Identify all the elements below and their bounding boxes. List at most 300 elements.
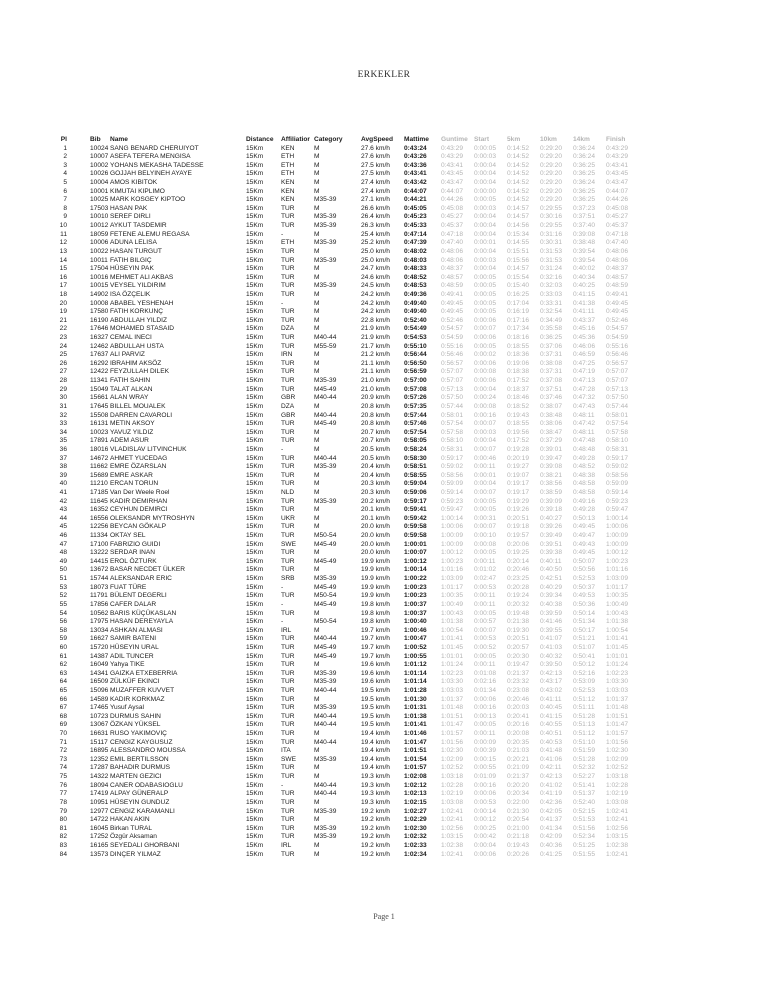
cell-pl: 48 <box>59 549 67 557</box>
cell-distance: 15Km <box>246 566 264 574</box>
cell-name: VEYSEL YILDIRIM <box>110 282 166 290</box>
cell-bib: 15096 <box>90 687 109 694</box>
cell-5km: 0:19:29 <box>507 497 529 505</box>
cell-name: AMOS KIBITOK <box>110 179 158 187</box>
table-row <box>57 842 657 851</box>
cell-avgspeed: 21.7 km/h <box>361 342 390 350</box>
cell-10km: 0:29:55 <box>540 204 562 212</box>
cell-affiliation: TUR <box>281 222 295 230</box>
cell-5km: 0:19:28 <box>507 445 529 453</box>
cell-14km: 0:52:15 <box>573 807 595 815</box>
cell-pl: 54 <box>59 609 67 617</box>
cell-start: 0:02:16 <box>474 678 496 686</box>
cell-start: 0:00:55 <box>474 764 496 772</box>
cell-pl: 78 <box>59 798 67 806</box>
cell-name: EMRE ASKAR <box>110 471 153 479</box>
table-row <box>57 205 657 214</box>
cell-start: 0:00:07 <box>474 445 496 453</box>
table-header-row <box>57 136 657 145</box>
cell-name: SEYEDALI GHORBANI <box>110 841 180 849</box>
cell-finish: 0:47:40 <box>606 239 628 247</box>
table-row <box>57 790 657 799</box>
cell-name: Van Der Weele Roel <box>110 488 170 496</box>
cell-name: HASAN TURGUT <box>110 247 162 255</box>
cell-14km: 0:51:34 <box>573 618 595 626</box>
cell-guntime: 0:58:56 <box>441 471 463 479</box>
cell-10km: 0:41:46 <box>540 618 562 626</box>
cell-avgspeed: 19.6 km/h <box>361 661 390 669</box>
cell-guntime: 1:03:15 <box>441 833 463 841</box>
cell-affiliation: TUR <box>281 385 295 393</box>
cell-distance: 15Km <box>246 247 264 255</box>
cell-name: CANER ODABASIOGLU <box>110 781 183 789</box>
cell-14km: 0:52:40 <box>573 798 595 806</box>
cell-finish: 1:01:56 <box>606 738 628 746</box>
cell-mattime: 0:43:42 <box>404 179 427 187</box>
cell-10km: 0:30:31 <box>540 239 562 247</box>
cell-name: CEYHUN DEMIRCI <box>110 506 168 514</box>
cell-finish: 0:57:54 <box>606 420 628 428</box>
table-row <box>57 773 657 782</box>
cell-affiliation: TUR <box>281 282 295 290</box>
cell-5km: 0:19:24 <box>507 592 529 600</box>
cell-affiliation: TUR <box>281 256 295 264</box>
cell-avgspeed: 19.8 km/h <box>361 600 390 608</box>
cell-avgspeed: 19.9 km/h <box>361 592 390 600</box>
cell-category: M <box>314 764 320 772</box>
cell-14km: 0:51:13 <box>573 721 595 729</box>
cell-bib: 17252 <box>90 833 109 841</box>
cell-finish: 1:01:57 <box>606 730 628 738</box>
cell-avgspeed: 22.8 km/h <box>361 316 390 324</box>
header-5km: 5km <box>507 136 521 143</box>
cell-affiliation: NLD <box>281 488 295 496</box>
cell-start: 0:01:02 <box>474 566 496 574</box>
cell-affiliation: TUR <box>281 290 295 298</box>
cell-name: Birkan TURAL <box>110 824 153 832</box>
cell-finish: 1:02:56 <box>606 824 628 832</box>
cell-name: ERCAN TORUN <box>110 480 159 488</box>
cell-14km: 0:46:06 <box>573 342 595 350</box>
cell-affiliation: KEN <box>281 187 295 195</box>
table-row <box>57 523 657 532</box>
cell-14km: 0:49:53 <box>573 592 595 600</box>
cell-finish: 0:59:17 <box>606 454 628 462</box>
cell-5km: 0:20:35 <box>507 738 529 746</box>
cell-avgspeed: 19.9 km/h <box>361 566 390 574</box>
cell-distance: 15Km <box>246 153 264 161</box>
cell-finish: 0:48:37 <box>606 265 628 273</box>
cell-bib: 10951 <box>90 798 109 806</box>
cell-avgspeed: 21.1 km/h <box>361 359 390 367</box>
cell-pl: 10 <box>59 222 67 230</box>
cell-guntime: 0:48:37 <box>441 265 463 273</box>
table-row <box>57 274 657 283</box>
cell-avgspeed: 20.2 km/h <box>361 497 390 505</box>
cell-14km: 0:37:40 <box>573 222 595 230</box>
cell-start: 0:00:53 <box>474 798 496 806</box>
cell-distance: 15Km <box>246 273 264 281</box>
cell-pl: 66 <box>59 695 67 703</box>
cell-guntime: 1:00:54 <box>441 626 463 634</box>
results-table-body <box>57 145 657 860</box>
cell-14km: 0:47:13 <box>573 377 595 385</box>
cell-bib: 10001 <box>90 187 109 195</box>
table-row <box>57 394 657 403</box>
cell-name: SERDAR INAN <box>110 549 156 557</box>
cell-affiliation: ETH <box>281 239 295 247</box>
table-row <box>57 213 657 222</box>
cell-start: 0:00:07 <box>474 626 496 634</box>
cell-avgspeed: 19.9 km/h <box>361 557 390 565</box>
cell-mattime: 0:57:54 <box>404 428 427 436</box>
cell-affiliation: TUR <box>281 316 295 324</box>
cell-mattime: 1:01:14 <box>404 669 427 677</box>
cell-start: 0:00:05 <box>474 506 496 514</box>
cell-affiliation: - <box>281 230 284 238</box>
cell-avgspeed: 20.7 km/h <box>361 428 390 436</box>
cell-finish: 0:45:08 <box>606 204 628 212</box>
cell-finish: 1:00:54 <box>606 626 628 634</box>
cell-start: 0:00:04 <box>474 179 496 187</box>
cell-5km: 0:19:43 <box>507 411 529 419</box>
cell-5km: 0:19:17 <box>507 488 529 496</box>
cell-finish: 0:56:57 <box>606 359 628 367</box>
cell-name: Yahya TIKE <box>110 661 145 669</box>
cell-avgspeed: 20.8 km/h <box>361 411 390 419</box>
cell-distance: 15Km <box>246 712 264 720</box>
cell-affiliation: DZA <box>281 325 295 333</box>
cell-5km: 0:14:52 <box>507 161 529 169</box>
cell-mattime: 1:00:55 <box>404 652 427 660</box>
cell-10km: 0:29:20 <box>540 170 562 178</box>
cell-guntime: 0:43:47 <box>441 179 463 187</box>
cell-category: M55-59 <box>314 342 337 350</box>
cell-14km: 0:49:16 <box>573 497 595 505</box>
cell-category: M <box>314 488 320 496</box>
cell-10km: 0:39:26 <box>540 523 562 531</box>
table-row <box>57 463 657 472</box>
cell-name: AYKUT TASDEMIR <box>110 222 167 230</box>
cell-mattime: 0:47:39 <box>404 239 427 247</box>
cell-bib: 12422 <box>90 368 109 376</box>
cell-finish: 1:02:41 <box>606 850 628 858</box>
cell-avgspeed: 19.4 km/h <box>361 747 390 755</box>
cell-category: M <box>314 273 320 281</box>
cell-distance: 15Km <box>246 540 264 548</box>
cell-finish: 0:58:01 <box>606 411 628 419</box>
cell-guntime: 1:00:43 <box>441 609 463 617</box>
cell-start: 0:00:04 <box>474 841 496 849</box>
cell-14km: 0:48:58 <box>573 488 595 496</box>
cell-affiliation: TUR <box>281 592 295 600</box>
cell-bib: 17646 <box>90 325 109 333</box>
cell-5km: 0:21:00 <box>507 824 529 832</box>
cell-finish: 1:02:09 <box>606 755 628 763</box>
cell-guntime: 1:02:52 <box>441 764 463 772</box>
cell-category: M35-39 <box>314 669 337 677</box>
cell-start: 0:00:11 <box>474 592 496 600</box>
cell-guntime: 0:45:08 <box>441 204 463 212</box>
table-row <box>57 196 657 205</box>
cell-bib: 15117 <box>90 738 108 746</box>
cell-distance: 15Km <box>246 618 264 626</box>
cell-mattime: 1:00:40 <box>404 618 427 626</box>
cell-affiliation: KEN <box>281 196 295 204</box>
cell-category: M <box>314 798 320 806</box>
cell-affiliation: SWE <box>281 540 297 548</box>
cell-pl: 84 <box>59 850 67 858</box>
cell-start: 0:00:05 <box>474 144 496 152</box>
table-row <box>57 386 657 395</box>
cell-10km: 0:38:07 <box>540 402 562 410</box>
cell-mattime: 1:01:47 <box>404 738 427 746</box>
cell-guntime: 0:44:07 <box>441 187 463 195</box>
cell-bib: 17287 <box>90 764 109 772</box>
cell-affiliation: TUR <box>281 652 295 660</box>
cell-start: 0:00:46 <box>474 454 496 462</box>
cell-14km: 0:39:08 <box>573 230 595 238</box>
cell-category: M <box>314 626 320 634</box>
cell-distance: 15Km <box>246 351 264 359</box>
cell-10km: 0:40:38 <box>540 600 562 608</box>
cell-finish: 1:00:09 <box>606 532 628 540</box>
cell-name: HÜSEYIN PAK <box>110 265 154 273</box>
cell-avgspeed: 20.4 km/h <box>361 463 390 471</box>
table-row <box>57 265 657 274</box>
cell-distance: 15Km <box>246 557 264 565</box>
cell-pl: 22 <box>59 325 67 333</box>
cell-avgspeed: 20.0 km/h <box>361 532 390 540</box>
cell-5km: 0:19:07 <box>507 471 529 479</box>
cell-bib: 13222 <box>90 549 109 557</box>
cell-pl: 45 <box>59 523 67 531</box>
cell-distance: 15Km <box>246 635 264 643</box>
cell-avgspeed: 19.7 km/h <box>361 652 390 660</box>
header-distance: Distance <box>246 136 274 143</box>
cell-start: 0:00:06 <box>474 334 496 342</box>
cell-start: 0:00:25 <box>474 824 496 832</box>
cell-5km: 0:19:26 <box>507 506 529 514</box>
cell-pl: 68 <box>59 712 67 720</box>
cell-bib: 15720 <box>90 643 109 651</box>
cell-5km: 0:20:28 <box>507 583 529 591</box>
cell-name: YOHANS MEKASHA TADESSE <box>110 161 204 169</box>
table-row <box>57 446 657 455</box>
cell-guntime: 1:03:09 <box>441 575 463 583</box>
cell-5km: 0:20:51 <box>507 635 529 643</box>
cell-guntime: 0:59:02 <box>441 463 463 471</box>
cell-distance: 15Km <box>246 669 264 677</box>
cell-distance: 15Km <box>246 187 264 195</box>
cell-distance: 15Km <box>246 213 264 221</box>
table-row <box>57 764 657 773</box>
cell-5km: 0:21:30 <box>507 807 529 815</box>
cell-distance: 15Km <box>246 652 264 660</box>
cell-finish: 1:00:14 <box>606 514 628 522</box>
cell-distance: 15Km <box>246 816 264 824</box>
cell-guntime: 0:57:54 <box>441 420 463 428</box>
cell-name: METIN AKSOY <box>110 420 155 428</box>
cell-10km: 0:41:02 <box>540 781 562 789</box>
cell-avgspeed: 20.3 km/h <box>361 488 390 496</box>
cell-start: 0:00:09 <box>474 738 496 746</box>
cell-start: 0:00:04 <box>474 213 496 221</box>
cell-finish: 1:02:28 <box>606 781 628 789</box>
table-row <box>57 412 657 421</box>
cell-finish: 1:01:38 <box>606 618 628 626</box>
cell-bib: 18073 <box>90 583 109 591</box>
cell-category: M <box>314 695 320 703</box>
cell-pl: 13 <box>59 247 67 255</box>
cell-guntime: 1:00:49 <box>441 600 463 608</box>
cell-name: BILLEL MOUALEK <box>110 402 166 410</box>
cell-start: 0:00:05 <box>474 308 496 316</box>
table-row <box>57 308 657 317</box>
cell-10km: 0:37:51 <box>540 385 562 393</box>
cell-finish: 0:49:41 <box>606 290 628 298</box>
cell-pl: 67 <box>59 704 67 712</box>
cell-avgspeed: 27.1 km/h <box>361 196 390 204</box>
cell-distance: 15Km <box>246 764 264 772</box>
cell-14km: 0:52:53 <box>573 687 595 694</box>
cell-avgspeed: 20.1 km/h <box>361 514 390 522</box>
cell-category: M <box>314 299 320 307</box>
cell-pl: 42 <box>59 497 67 505</box>
cell-category: M35-39 <box>314 282 337 290</box>
cell-mattime: 0:56:59 <box>404 368 427 376</box>
cell-mattime: 0:45:23 <box>404 213 427 221</box>
cell-affiliation: TUR <box>281 463 295 471</box>
cell-category: M40-44 <box>314 454 337 462</box>
cell-guntime: 1:02:30 <box>441 747 463 755</box>
cell-guntime: 0:57:44 <box>441 402 463 410</box>
cell-5km: 0:19:18 <box>507 523 529 531</box>
cell-distance: 15Km <box>246 687 264 694</box>
cell-14km: 0:51:37 <box>573 790 595 798</box>
cell-14km: 0:47:43 <box>573 402 595 410</box>
cell-category: M45-49 <box>314 385 337 393</box>
cell-bib: 10025 <box>90 196 109 204</box>
cell-bib: 12256 <box>90 523 109 531</box>
cell-start: 0:00:04 <box>474 222 496 230</box>
cell-start: 0:00:06 <box>474 790 496 798</box>
cell-affiliation: IRL <box>281 626 292 634</box>
cell-affiliation: ETH <box>281 161 295 169</box>
cell-pl: 35 <box>59 437 67 445</box>
cell-avgspeed: 21.0 km/h <box>361 385 390 393</box>
cell-mattime: 0:57:35 <box>404 402 427 410</box>
cell-14km: 0:51:53 <box>573 816 595 824</box>
table-row <box>57 833 657 842</box>
cell-14km: 0:49:47 <box>573 532 595 540</box>
cell-5km: 0:20:54 <box>507 816 529 824</box>
cell-14km: 0:51:12 <box>573 730 595 738</box>
cell-5km: 0:19:56 <box>507 428 529 436</box>
cell-avgspeed: 21.9 km/h <box>361 334 390 342</box>
cell-guntime: 0:58:10 <box>441 437 463 445</box>
cell-guntime: 0:48:06 <box>441 247 463 255</box>
table-row <box>57 420 657 429</box>
cell-distance: 15Km <box>246 316 264 324</box>
cell-guntime: 1:01:41 <box>441 635 463 643</box>
cell-avgspeed: 19.9 km/h <box>361 583 390 591</box>
cell-guntime: 1:01:17 <box>441 583 463 591</box>
cell-pl: 70 <box>59 730 67 738</box>
cell-category: M45-49 <box>314 652 337 660</box>
cell-14km: 0:50:14 <box>573 609 595 617</box>
cell-affiliation: TUR <box>281 532 295 540</box>
cell-avgspeed: 19.9 km/h <box>361 575 390 583</box>
cell-pl: 28 <box>59 377 67 385</box>
cell-5km: 0:15:51 <box>507 247 529 255</box>
table-row <box>57 592 657 601</box>
cell-finish: 1:02:41 <box>606 816 628 824</box>
header-affiliation: Affiliatior <box>281 136 310 143</box>
cell-10km: 0:39:55 <box>540 626 562 634</box>
cell-10km: 0:29:20 <box>540 187 562 195</box>
table-row <box>57 498 657 507</box>
cell-start: 0:00:31 <box>474 514 496 522</box>
cell-start: 0:00:11 <box>474 730 496 738</box>
cell-pl: 61 <box>59 652 67 660</box>
cell-mattime: 1:00:52 <box>404 643 427 651</box>
cell-pl: 24 <box>59 342 67 350</box>
cell-avgspeed: 19.3 km/h <box>361 790 390 798</box>
cell-mattime: 0:58:05 <box>404 437 427 445</box>
cell-distance: 15Km <box>246 773 264 781</box>
cell-affiliation: KEN <box>281 179 295 187</box>
cell-pl: 80 <box>59 816 67 824</box>
cell-finish: 0:56:46 <box>606 351 628 359</box>
cell-distance: 15Km <box>246 721 264 729</box>
cell-name: ADEM ASUR <box>110 437 149 445</box>
cell-start: 0:00:42 <box>474 833 496 841</box>
table-row <box>57 721 657 730</box>
cell-start: 0:00:04 <box>474 170 496 178</box>
cell-5km: 0:21:09 <box>507 764 529 772</box>
cell-affiliation: TUR <box>281 721 295 729</box>
cell-finish: 1:01:37 <box>606 695 628 703</box>
cell-bib: 16190 <box>90 316 109 324</box>
cell-start: 0:00:12 <box>474 816 496 824</box>
cell-5km: 0:20:08 <box>507 730 529 738</box>
cell-guntime: 0:55:16 <box>441 342 463 350</box>
cell-affiliation: KEN <box>281 144 295 152</box>
cell-name: ALPAY GÜNERALP <box>110 790 169 798</box>
cell-14km: 0:47:48 <box>573 437 595 445</box>
cell-bib: 15508 <box>90 411 109 419</box>
cell-mattime: 0:43:26 <box>404 153 427 161</box>
cell-avgspeed: 19.3 km/h <box>361 798 390 806</box>
cell-finish: 0:48:06 <box>606 256 628 264</box>
cell-avgspeed: 19.3 km/h <box>361 773 390 781</box>
cell-guntime: 0:59:14 <box>441 488 463 496</box>
cell-category: M <box>314 351 320 359</box>
cell-10km: 0:40:29 <box>540 583 562 591</box>
cell-name: CENGIZ KARAMANLI <box>110 807 175 815</box>
cell-bib: 13573 <box>90 850 109 858</box>
cell-mattime: 0:57:26 <box>404 394 427 402</box>
cell-5km: 0:18:38 <box>507 368 529 376</box>
cell-5km: 0:19:30 <box>507 626 529 634</box>
cell-pl: 65 <box>59 687 67 694</box>
cell-finish: 0:57:07 <box>606 368 628 376</box>
cell-name: ALESSANDRO MOUSSA <box>110 747 186 755</box>
cell-5km: 0:17:16 <box>507 316 529 324</box>
cell-10km: 0:42:51 <box>540 575 562 583</box>
cell-10km: 0:42:05 <box>540 807 562 815</box>
